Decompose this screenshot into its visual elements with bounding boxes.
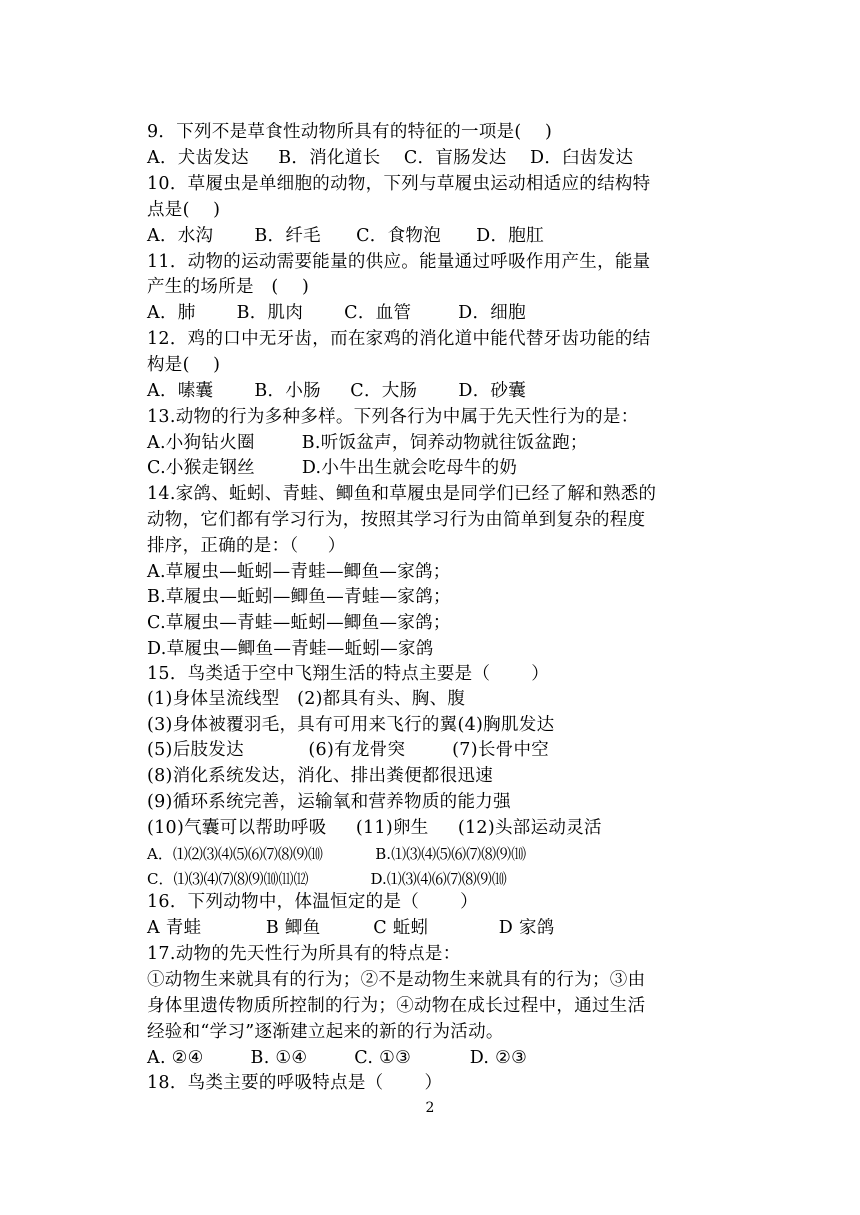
question-18-stem: 18．鸟类主要的呼吸特点是（ ） [147, 1073, 443, 1093]
question-14-stem-line-1: 14.家鸽、蚯蚓、青蛙、鲫鱼和草履虫是同学们已经了解和熟悉的 [147, 484, 657, 504]
question-13-stem: 13.动物的行为多种多样。下列各行为中属于先天性行为的是： [147, 407, 639, 427]
question-15-item-1-2: (1)身体呈流线型 (2)都具有头、胸、腹 [147, 689, 466, 709]
question-16-stem: 16．下列动物中，体温恒定的是（ ） [147, 892, 478, 912]
question-9-options: A．犬齿发达 B．消化道长 C．盲肠发达 D．臼齿发达 [147, 148, 634, 168]
question-14-stem-line-2: 动物，它们都有学习行为，按照其学习行为由简单到复杂的程度 [147, 510, 646, 530]
question-17-options: A. ②④ B. ①④ C. ①③ D. ②③ [147, 1048, 528, 1068]
question-17-stem: 17.动物的先天性行为所具有的特点是： [147, 944, 461, 964]
question-12-stem-line-2: 构是( ) [147, 355, 221, 375]
question-10-stem-line-2: 点是( ) [147, 200, 221, 220]
question-15-options-cd: C．⑴⑶⑷⑺⑻⑼⑽⑾⑿ D.⑴⑶⑷⑹⑺⑻⑼⑽ [147, 870, 507, 888]
question-17-statements-line-3: 经验和“学习”逐渐建立起来的新的行为活动。 [147, 1022, 504, 1042]
question-17-statements-line-1: ①动物生来就具有的行为；②不是动物生来就具有的行为；③由 [147, 970, 646, 990]
question-16-options: A 青蛙 B 鲫鱼 C 蚯蚓 D 家鸽 [147, 918, 555, 938]
question-12-stem-line-1: 12．鸡的口中无牙齿，而在家鸡的消化道中能代替牙齿功能的结 [147, 329, 651, 349]
question-10-options: A．水沟 B．纤毛 C．食物泡 D．胞肛 [147, 226, 544, 246]
question-10-stem-line-1: 10．草履虫是单细胞的动物，下列与草履虫运动相适应的结构特 [147, 174, 651, 194]
question-15-item-9: (9)循环系统完善，运输氧和营养物质的能力强 [147, 792, 511, 812]
question-14-option-c: C.草履虫—青蛙—蚯蚓—鲫鱼—家鸽； [147, 613, 451, 633]
question-14-option-d: D.草履虫—鲫鱼—青蛙—蚯蚓—家鸽 [147, 639, 434, 659]
question-9-stem: 9．下列不是草食性动物所具有的特征的一项是( ) [147, 122, 553, 142]
question-15-options-ab: A．⑴⑵⑶⑷⑸⑹⑺⑻⑼⑽ B.⑴⑶⑷⑸⑹⑺⑻⑼⑽ [147, 845, 527, 863]
question-15-item-3-4: (3)身体被覆羽毛，具有可用来飞行的翼(4)胸肌发达 [147, 715, 555, 735]
question-13-options-cd: C.小猴走钢丝 D.小牛出生就会吃母牛的奶 [147, 458, 518, 478]
question-12-options: A．嗉囊 B．小肠 C．大肠 D．砂囊 [147, 381, 527, 401]
question-15-item-10-12: (10)气囊可以帮助呼吸 (11)卵生 (12)头部运动灵活 [147, 818, 602, 838]
question-15-stem: 15．鸟类适于空中飞翔生活的特点主要是（ ） [147, 664, 550, 684]
page-number: 2 [425, 1100, 435, 1116]
question-15-item-5-7: (5)后肢发达 (6)有龙骨突 (7)长骨中空 [147, 740, 550, 760]
question-15-item-8: (8)消化系统发达，消化、排出粪便都很迅速 [147, 766, 494, 786]
question-11-stem-line-1: 11．动物的运动需要能量的供应。能量通过呼吸作用产生，能量 [147, 252, 651, 272]
question-14-option-b: B.草履虫—蚯蚓—鲫鱼—青蛙—家鸽； [147, 587, 451, 607]
question-14-option-a: A.草履虫—蚯蚓—青蛙—鲫鱼—家鸽； [147, 562, 451, 582]
question-11-stem-line-2: 产生的场所是 ( ) [147, 277, 310, 297]
question-13-options-ab: A.小狗钻火圈 B.听饭盆声，饲养动物就往饭盆跑； [147, 433, 588, 453]
question-14-stem-line-3: 排序，正确的是：（ ） [147, 536, 346, 556]
question-17-statements-line-2: 身体里遗传物质所控制的行为；④动物在成长过程中，通过生活 [147, 996, 646, 1016]
question-11-options: A．肺 B．肌肉 C．血管 D．细胞 [147, 303, 526, 323]
